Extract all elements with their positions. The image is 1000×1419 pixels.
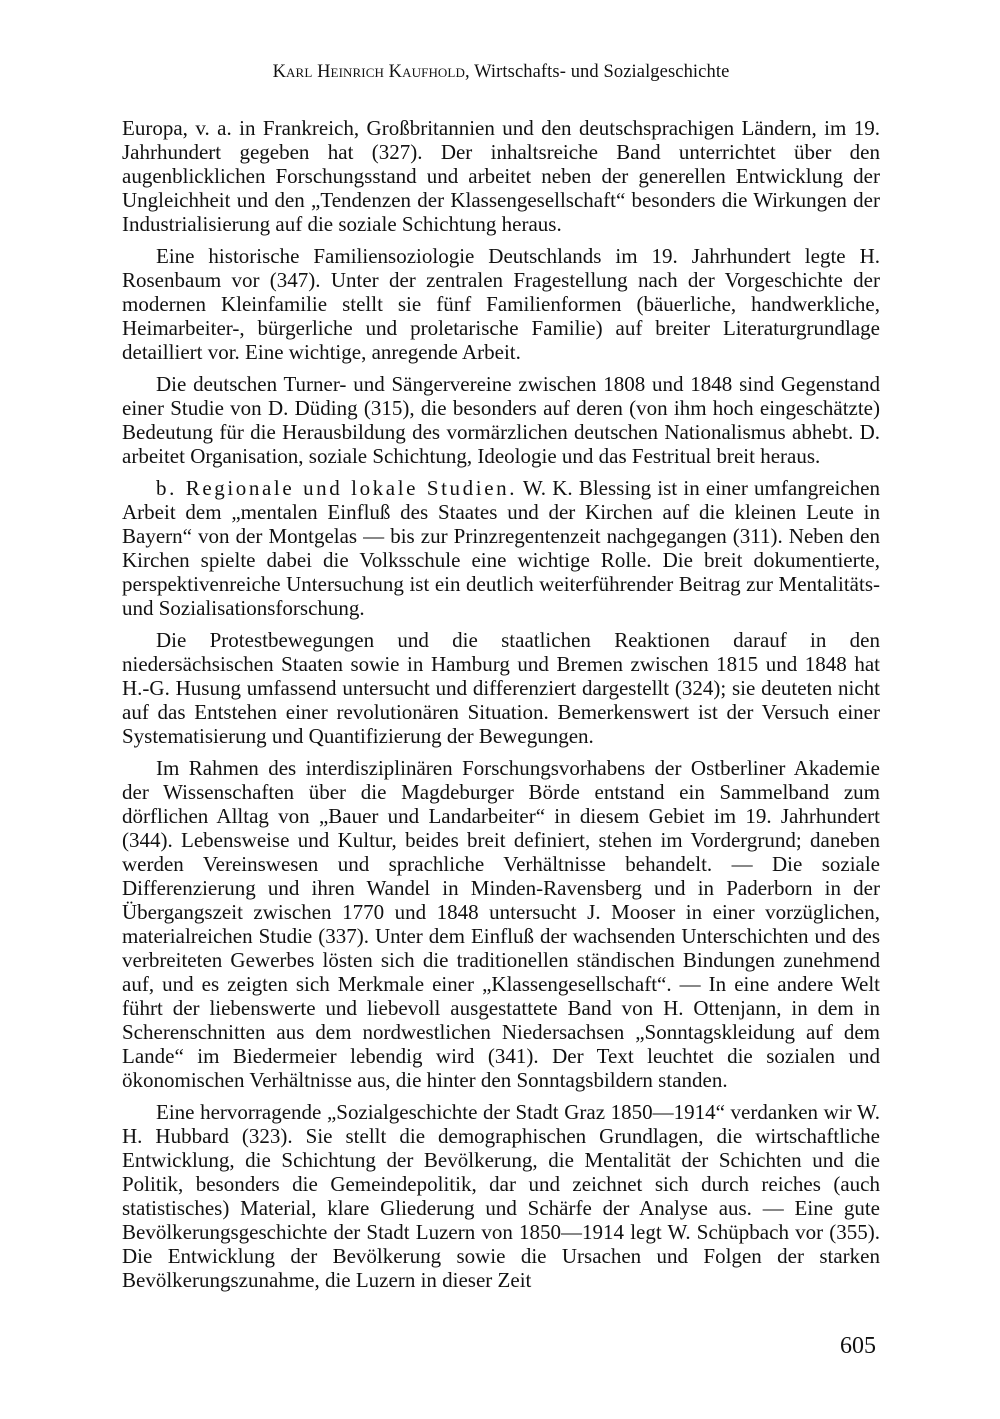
- paragraph-7-text: Eine hervorragende „Sozialgeschichte der Stadt Graz 1850—1914“ verdanken wir W. H. Hubbard (323). Sie stellt die demographischen Grundlagen, die wirtschaftliche Entwicklung, die Schichtung der Bevölkerung, die Mentalität der Schichten und die Politik, besonders die Gemeindepolitik, dar und zeichnet sich durch reiches (auch statistisches) Material, klare Gliederung und Schärfe der Analyse aus. — Eine gute Bevölkerungsgeschichte der Stadt Luzern von 1850—1914 legt W. Schüpbach vor (355). Die Entwicklung der Bevölkerung sowie die Ursachen und Folgen der starken Bevölkerungszunahme, die Luzern in dieser Zeit: [122, 1100, 880, 1292]
- paragraph-1-text: Europa, v. a. in Frankreich, Großbritannien und den deutschsprachigen Ländern, im 19. Jahrhundert gegeben hat (327). Der inhaltsreiche Band unterrichtet über den augenblicklichen Forschungsstand und arbeitet neben der generellen Entwicklung der Ungleichheit und den „Tendenzen der Klassengesellschaft“ besonders die Wirkungen der Industrialisierung auf die soziale Schichtung heraus.: [122, 116, 880, 236]
- paragraph-6-text: Im Rahmen des interdisziplinären Forschungsvorhabens der Ostberliner Akademie der Wissenschaften über die Magdeburger Börde entstand ein Sammelband zum dörflichen Alltag von „Bauer und Landarbeiter“ in diesem Gebiet im 19. Jahrhundert (344). Lebensweise und Kultur, beides breit definiert, stehen im Vordergrund; daneben werden Vereinswesen und sprachliche Verhältnisse behandelt. — Die soziale Differenzierung und ihren Wandel in Minden-Ravensberg und in Paderborn in der Übergangszeit zwischen 1770 und 1848 untersucht J. Mooser in einer vorzüglichen, materialreichen Studie (337). Unter dem Einfluß der wachsenden Unterschichten und des verbreiteten Gewerbes lösten sich die traditionellen ständischen Bindungen zunehmend auf, und es zeigten sich Merkmale einer „Klassengesellschaft“. — In eine andere Welt führt der liebenswerte und liebevoll ausgestattete Band von H. Ottenjann, in dem in Scherenschnitten aus dem nordwestlichen Niedersachsen „Sonntagskleidung auf dem Lande“ im Biedermeier lebendig wird (341). Der Text leuchtet die sozialen und ökonomischen Verhältnisse aus, die hinter den Sonntagsbildern standen.: [122, 756, 880, 1092]
- page-number: 605: [840, 1333, 876, 1359]
- running-head-title: Wirtschafts- und Sozialgeschichte: [474, 62, 730, 82]
- body-text: [122, 116, 880, 1300]
- paragraph-4-text: W. K. Blessing ist in einer umfangreichen Arbeit dem „mentalen Einfluß des Staates und der Kirchen auf die kleinen Leute in Bayern“ von der Montgelas — bis zur Prinzregentenzeit nachgegangen (311). Neben den Kirchen spielte dabei die Volksschule eine wichtige Rolle. Die breit dokumentierte, perspektivenreiche Untersuchung ist ein deutlich weiterführender Beitrag zur Mentalitäts- und Sozialisationsforschung.: [122, 476, 880, 620]
- paragraph-6: [122, 756, 880, 1092]
- paragraph-3: [122, 372, 880, 468]
- paragraph-2-text: Eine historische Familiensoziologie Deutschlands im 19. Jahrhundert legte H. Rosenbaum vor (347). Unter der zentralen Fragestellung nach der Vorgeschichte der modernen Kleinfamilie stellt sie fünf Familienformen (bäuerliche, handwerkliche, Heimarbeiter-, bürgerliche und proletarische Familie) auf breiter Literaturgrundlage detailliert vor. Eine wichtige, anregende Arbeit.: [122, 244, 880, 364]
- paragraph-5: [122, 628, 880, 748]
- book-page: [122, 0, 880, 1419]
- paragraph-1: [122, 116, 880, 236]
- paragraph-2: [122, 244, 880, 364]
- paragraph-7: [122, 1100, 880, 1292]
- running-head-author: Karl Heinrich Kaufhold: [272, 62, 465, 82]
- section-heading-regional-studies: b. Regionale und lokale Studien.: [156, 476, 518, 500]
- paragraph-5-text: Die Protestbewegungen und die staatlichen Reaktionen darauf in den niedersächsischen Staaten sowie in Hamburg und Bremen zwischen 1815 und 1848 hat H.-G. Husung umfassend untersucht und differenziert dargestellt (324); sie deuteten nicht auf das Entstehen einer revolutionären Situation. Bemerkenswert ist der Versuch einer Systematisierung und Quantifizierung der Bewegungen.: [122, 628, 880, 748]
- running-head-separator: ,: [464, 62, 475, 82]
- running-head: [122, 62, 880, 83]
- paragraph-3-text: Die deutschen Turner- und Sängervereine zwischen 1808 und 1848 sind Gegenstand einer Studie von D. Düding (315), die besonders auf deren (von ihm hoch eingeschätzte) Bedeutung für die Herausbildung des vormärzlichen deutschen Nationalismus abhebt. D. arbeitet Organisation, soziale Schichtung, Ideologie und das Festritual breit heraus.: [122, 372, 880, 468]
- paragraph-4: [122, 476, 880, 620]
